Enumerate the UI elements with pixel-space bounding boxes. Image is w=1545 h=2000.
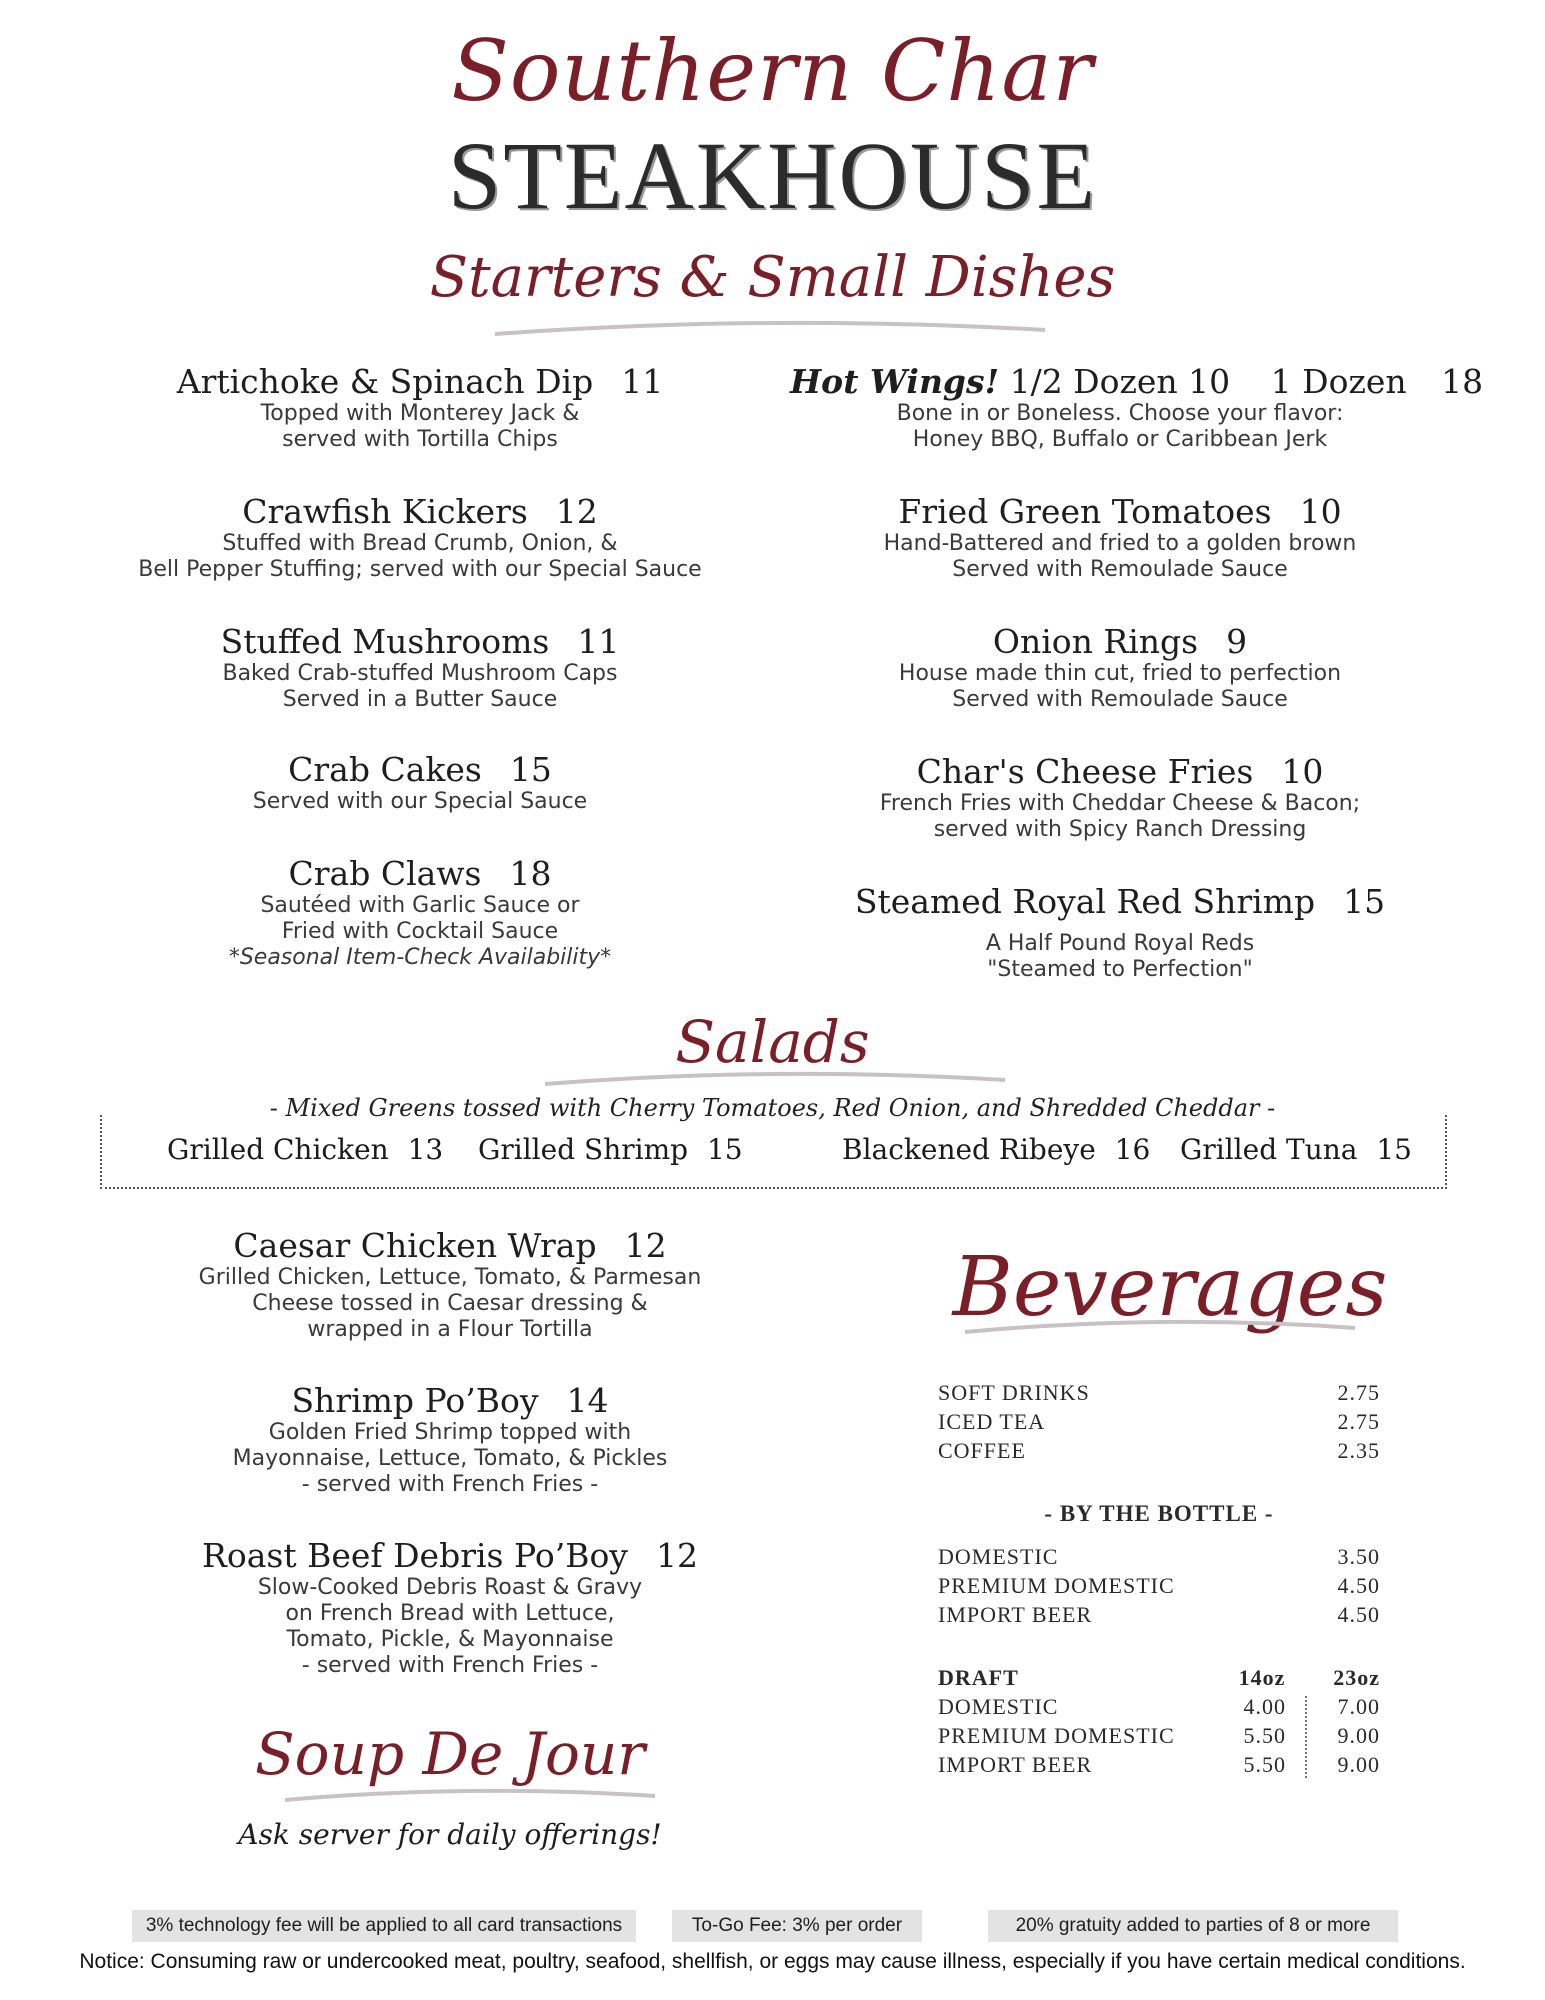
beverages-heading: Beverages [952, 1240, 1388, 1335]
salads-heading: Salads [675, 1008, 870, 1076]
logo-steakhouse: STEAKHOUSE [447, 122, 1098, 229]
draft-label: DRAFT [938, 1665, 1019, 1690]
item-name: Steamed Royal Red Shrimp [854, 882, 1316, 921]
draft-price-large: 9.00 [1337, 1723, 1380, 1748]
salads-swoosh [540, 1068, 1010, 1088]
item-desc: A Half Pound Royal Reds [985, 931, 1255, 956]
item-desc: Baked Crab-stuffed Mushroom Caps [222, 661, 618, 686]
half-dozen-price: 10 [1188, 362, 1231, 401]
soup-heading: Soup De Jour [254, 1720, 646, 1788]
drink-price: 2.35 [1337, 1438, 1380, 1463]
soup-swoosh [280, 1786, 660, 1804]
item-name: Stuffed Mushrooms [220, 622, 550, 661]
item-desc: wrapped in a Flour Tortilla [307, 1317, 593, 1342]
item-desc: Grilled Chicken, Lettuce, Tomato, & Parmesan [198, 1265, 702, 1290]
item-price: 12 [624, 1226, 667, 1265]
menu-item [120, 492, 720, 622]
menu-item-hot-wings [790, 362, 1484, 492]
menu-item [150, 1226, 750, 1381]
item-desc: Topped with Monterey Jack & [260, 401, 580, 426]
item-desc: Bell Pepper Stuffing; served with our Special Sauce [138, 557, 702, 582]
salads-desc: - Mixed Greens tossed with Cherry Tomatoes, Red Onion, and Shredded Cheddar - [269, 1094, 1276, 1122]
item-desc: Cheese tossed in Caesar dressing & [252, 1291, 648, 1316]
draft-price-small: 4.00 [1243, 1694, 1286, 1719]
bottle-price: 4.50 [1337, 1602, 1380, 1627]
item-name: Onion Rings [992, 622, 1199, 661]
togo-fee-note: To-Go Fee: 3% per order [672, 1910, 922, 1942]
draft-divider [1305, 1696, 1307, 1778]
item-price: 10 [1299, 492, 1342, 531]
draft-name: DOMESTIC [938, 1694, 1059, 1719]
gratuity-note: 20% gratuity added to parties of 8 or more [988, 1910, 1398, 1942]
starters-left-column [120, 362, 720, 971]
salad-option: Grilled Tuna 15 [1180, 1133, 1412, 1166]
item-desc: Served with our Special Sauce [252, 789, 588, 814]
menu-item [150, 1381, 750, 1536]
item-name: Fried Green Tomatoes [898, 492, 1272, 531]
draft-price-large: 9.00 [1337, 1752, 1380, 1777]
draft-price-small: 5.50 [1243, 1723, 1286, 1748]
salad-option: Grilled Chicken 13 [167, 1133, 444, 1166]
dozen-label: 1 Dozen [1270, 362, 1407, 401]
item-name: Crab Cakes [288, 750, 482, 789]
drink-price: 2.75 [1337, 1409, 1380, 1434]
item-name: Crawfish Kickers [242, 492, 528, 531]
draft-price-large: 7.00 [1337, 1694, 1380, 1719]
bottle-name: IMPORT BEER [938, 1602, 1093, 1627]
item-price: 15 [509, 750, 552, 789]
bottle-name: DOMESTIC [938, 1544, 1059, 1569]
item-desc: French Fries with Cheddar Cheese & Bacon; [879, 791, 1361, 816]
dozen-price: 18 [1441, 362, 1484, 401]
item-desc: Tomato, Pickle, & Mayonnaise [286, 1627, 614, 1652]
item-name: Hot Wings! [790, 362, 1000, 401]
item-name: Artichoke & Spinach Dip [176, 362, 594, 401]
item-price: 11 [621, 362, 664, 401]
item-price: 12 [655, 1536, 698, 1575]
item-desc: on French Bread with Lettuce, [285, 1601, 615, 1626]
menu-item [790, 492, 1450, 622]
item-price: 12 [555, 492, 598, 531]
starters-swoosh [490, 318, 1050, 338]
item-desc: Bone in or Boneless. Choose your flavor: [896, 401, 1344, 426]
item-name: Roast Beef Debris Po’Boy [202, 1536, 628, 1575]
menu-item [120, 622, 720, 750]
item-desc: Sautéed with Garlic Sauce or [260, 893, 580, 918]
menu-item [150, 1536, 750, 1679]
bottle-price: 3.50 [1337, 1544, 1380, 1569]
item-name: Crab Claws [288, 854, 482, 893]
draft-name: PREMIUM DOMESTIC [938, 1723, 1175, 1748]
item-name: Shrimp Po’Boy [291, 1381, 539, 1420]
item-desc: Served in a Butter Sauce [282, 687, 558, 712]
draft-price-small: 5.50 [1243, 1752, 1286, 1777]
starters-heading: Starters & Small Dishes [429, 245, 1116, 310]
item-price: 18 [509, 854, 552, 893]
draft-size-large: 23oz [1333, 1665, 1380, 1690]
item-price: 10 [1281, 752, 1324, 791]
half-dozen-label: 1/2 Dozen [1009, 362, 1178, 401]
food-safety-notice: Notice: Consuming raw or undercooked meat, poultry, seafood, shellfish, or eggs may cause illness, especially if you have certain medical conditions. [79, 1950, 1466, 1973]
item-desc: Fried with Cocktail Sauce [281, 919, 559, 944]
salad-option: Grilled Shrimp 15 [478, 1133, 743, 1166]
item-desc: Served with Remoulade Sauce [952, 687, 1288, 712]
menu-item [120, 854, 720, 971]
item-desc: Golden Fried Shrimp topped with [268, 1420, 632, 1445]
drink-name: SOFT DRINKS [938, 1380, 1090, 1405]
drink-name: ICED TEA [938, 1409, 1046, 1434]
draft-name: IMPORT BEER [938, 1752, 1093, 1777]
soup-note: Ask server for daily offerings! [238, 1818, 662, 1851]
item-price: 9 [1226, 622, 1248, 661]
starters-right-column [790, 362, 1484, 983]
draft-size-small: 14oz [1238, 1665, 1286, 1690]
item-desc: House made thin cut, fried to perfection [898, 661, 1342, 686]
item-price: 15 [1343, 882, 1386, 921]
item-desc: "Steamed to Perfection" [987, 957, 1253, 982]
logo-script: Southern Char [451, 22, 1094, 120]
salad-option: Blackened Ribeye 16 [842, 1133, 1151, 1166]
beverages-swoosh [960, 1316, 1360, 1336]
item-name: Char's Cheese Fries [916, 752, 1254, 791]
tech-fee-note: 3% technology fee will be applied to all card transactions [132, 1910, 636, 1942]
seasonal-note: *Seasonal Item-Check Availability* [228, 945, 612, 970]
item-desc: Mayonnaise, Lettuce, Tomato, & Pickles [232, 1446, 668, 1471]
drink-name: COFFEE [938, 1438, 1026, 1463]
bottle-price: 4.50 [1337, 1573, 1380, 1598]
item-desc: Stuffed with Bread Crumb, Onion, & [222, 531, 618, 556]
item-desc: - served with French Fries - [301, 1472, 599, 1497]
bottle-heading: - BY THE BOTTLE - [1044, 1501, 1274, 1526]
menu-item [120, 750, 720, 854]
item-desc: Hand-Battered and fried to a golden brown [883, 531, 1357, 556]
menu-item [120, 362, 720, 492]
sandwiches-column [150, 1226, 750, 1679]
item-name: Caesar Chicken Wrap [233, 1226, 597, 1265]
item-desc: served with Spicy Ranch Dressing [933, 817, 1307, 842]
drink-price: 2.75 [1337, 1380, 1380, 1405]
item-desc: Honey BBQ, Buffalo or Caribbean Jerk [912, 427, 1328, 452]
item-desc: Served with Remoulade Sauce [952, 557, 1288, 582]
menu-item [790, 752, 1450, 882]
item-desc: served with Tortilla Chips [282, 427, 558, 452]
item-price: 11 [577, 622, 620, 661]
item-desc: Slow-Cooked Debris Roast & Gravy [257, 1575, 643, 1600]
menu-item [790, 622, 1450, 752]
menu-item [790, 882, 1450, 983]
item-price: 14 [566, 1381, 609, 1420]
bottle-name: PREMIUM DOMESTIC [938, 1573, 1175, 1598]
item-desc: - served with French Fries - [301, 1653, 599, 1678]
